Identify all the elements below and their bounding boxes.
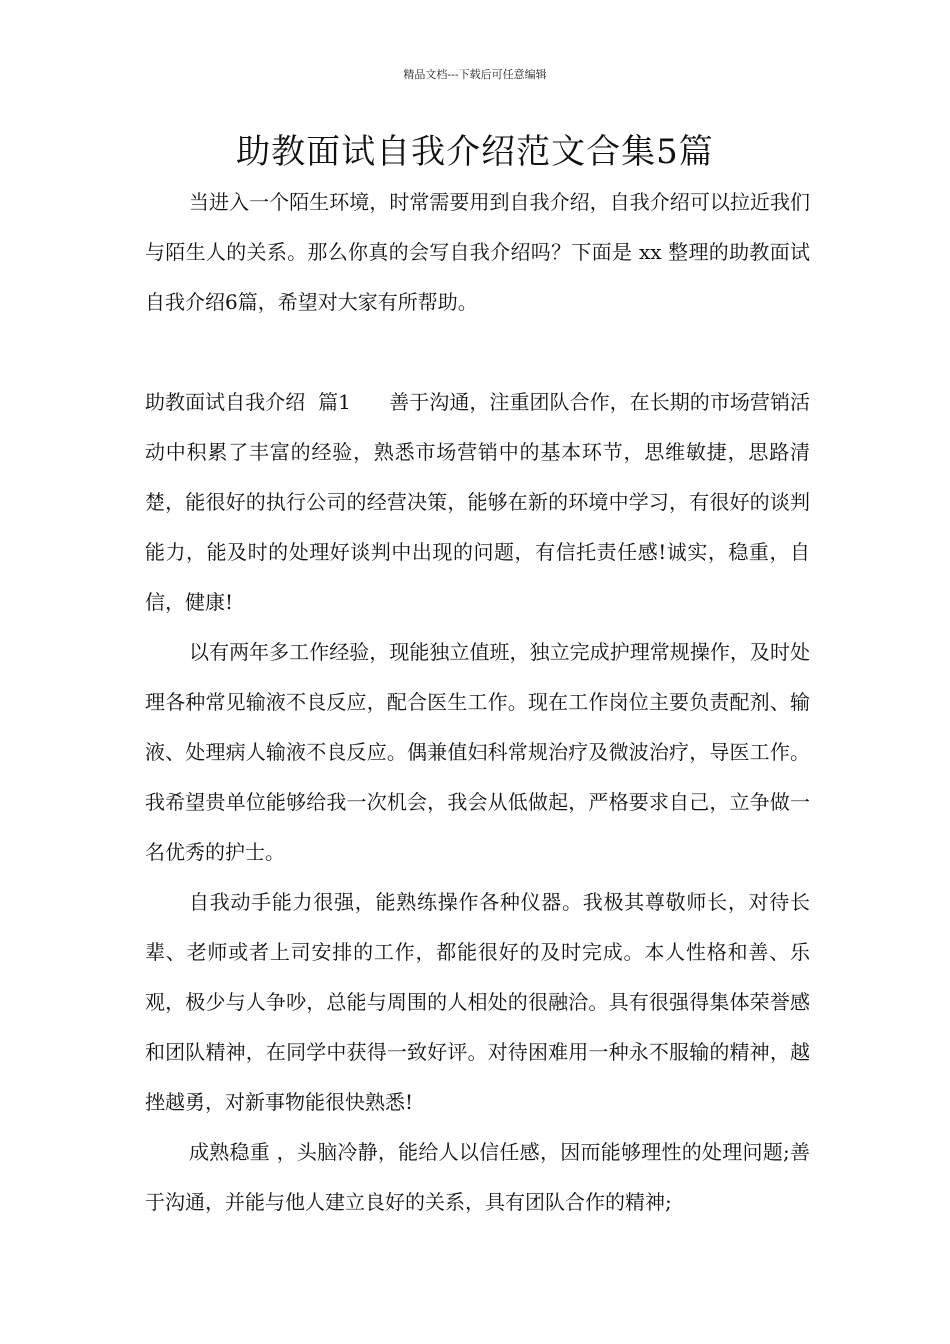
document-body (145, 177, 810, 1227)
body-paragraph-2: 以有两年多工作经验，现能独立值班，独立完成护理常规操作，及时处理各种常见输液不良反应，配合医生工作。现在工作岗位主要负责配剂、输液、处理病人输液不良反应。偶兼值妇科常规治疗及微波治疗，导医工作。我希望贵单位能够给我一次机会，我会从低做起，严格要求自己，立争做一名优秀的护士。 (145, 640, 810, 864)
section-1-paragraph (145, 377, 810, 627)
intro-paragraph: 当进入一个陌生环境，时常需要用到自我介绍，自我介绍可以拉近我们与陌生人的关系。那么你真的会写自我介绍吗？下面是 xx 整理的助教面试自我介绍6篇，希望对大家有所帮助。 (145, 190, 810, 314)
section-1-heading: 助教面试自我介绍 篇1 (145, 390, 351, 414)
section-1-text: 善于沟通，注重团队合作，在长期的市场营销活动中积累了丰富的经验，熟悉市场营销中的基本环节，思维敏捷，思路清楚，能很好的执行公司的经营决策，能够在新的环境中学习，有很好的谈判能力，能及时的处理好谈判中出现的问题，有信托责任感!诚实，稳重，自信，健康! (145, 390, 810, 614)
body-paragraph-4: 成熟稳重 ，头脑冷静，能给人以信任感，因而能够理性的处理问题;善于沟通，并能与他人建立良好的关系，具有团队合作的精神; (145, 1140, 810, 1214)
blank-line (145, 327, 810, 377)
page-header: 精品文档---下载后可任意编辑 (403, 68, 547, 81)
body-paragraph-3: 自我动手能力很强，能熟练操作各种仪器。我极其尊敬师长，对待长辈、老师或者上司安排的工作，都能很好的及时完成。本人性格和善、乐观，极少与人争吵，总能与周围的人相处的很融洽。具有很强得集体荣誉感和团队精神，在同学中获得一致好评。对待困难用一种永不服输的精神，越挫越勇，对新事物能很快熟悉! (145, 890, 810, 1114)
document-title: 助教面试自我介绍范文合集5篇 (236, 132, 714, 172)
section-gap (351, 390, 389, 414)
